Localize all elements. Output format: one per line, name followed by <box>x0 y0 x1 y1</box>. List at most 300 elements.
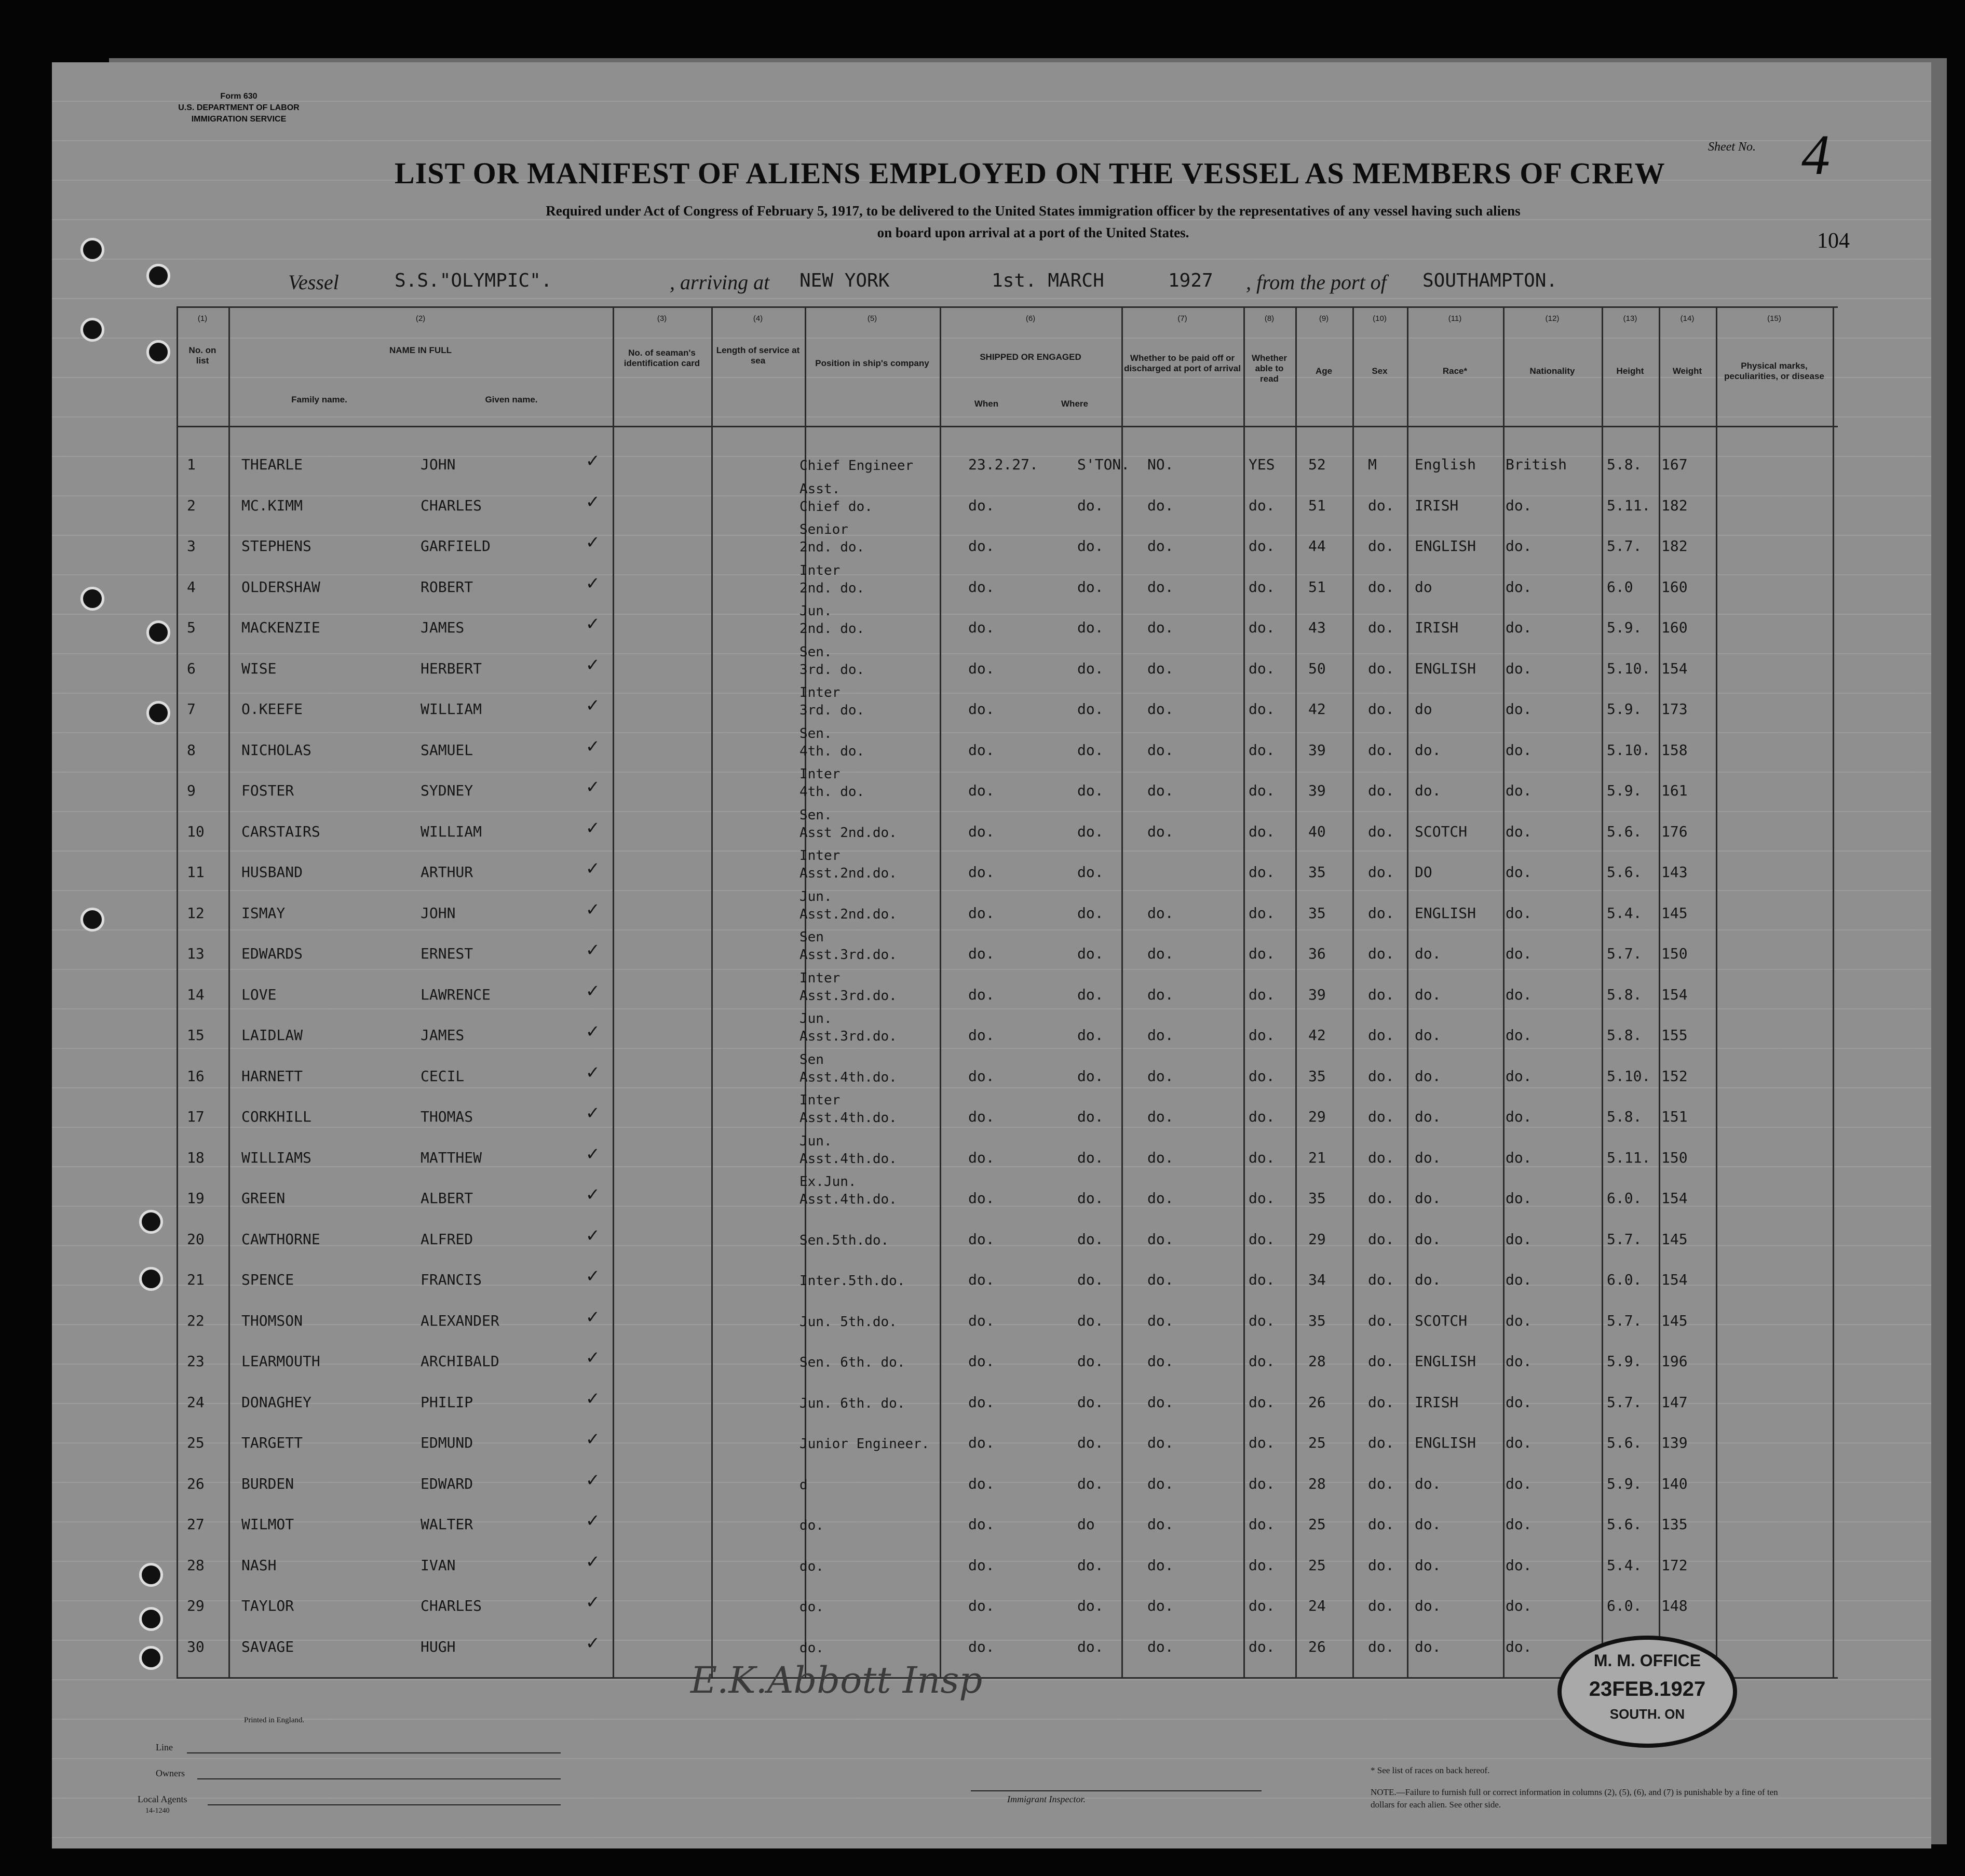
position-cell: Asst.4th.do. <box>799 1151 897 1167</box>
family-name-cell: ISMAY <box>241 904 286 922</box>
page-number: 104 <box>1817 229 1850 253</box>
paid-off-cell: do. <box>1147 1353 1174 1370</box>
col-14-header: Weight <box>1672 366 1702 376</box>
inspector-label: Immigrant Inspector. <box>1007 1794 1086 1804</box>
sex-cell: do. <box>1368 863 1394 881</box>
table-rule <box>177 306 1838 308</box>
position-prefix-cell: Jun. <box>799 888 832 905</box>
shipped-where-cell: do. <box>1077 1434 1104 1451</box>
height-cell: 5.8. <box>1607 456 1642 473</box>
shipped-when-cell: do. <box>968 1312 995 1329</box>
inspector-signature: E.K.Abbott Insp <box>690 1659 983 1702</box>
shipped-where-cell: do. <box>1077 1190 1104 1207</box>
paid-off-cell: do. <box>1147 659 1174 677</box>
able-to-read-cell: do. <box>1249 945 1275 962</box>
shipped-when-cell: do. <box>968 1353 995 1370</box>
check-mark-icon: ✓ <box>587 693 599 716</box>
position-prefix-cell: Senior <box>799 522 848 537</box>
nationality-cell: British <box>1506 456 1567 473</box>
check-mark-icon: ✓ <box>587 530 599 553</box>
family-name-cell: TAYLOR <box>241 1597 294 1614</box>
weight-cell: 145 <box>1661 904 1688 922</box>
position-prefix-cell: Sen <box>799 929 824 945</box>
given-name-cell: JAMES <box>421 619 465 636</box>
shipped-where-cell: do. <box>1077 782 1104 799</box>
paid-off-cell: do. <box>1147 1556 1174 1574</box>
page-subtitle <box>332 200 1734 244</box>
given-name-cell: JOHN <box>421 904 456 922</box>
weight-cell: 154 <box>1661 1271 1688 1288</box>
race-cell: ENGLISH <box>1415 1353 1476 1370</box>
row-number-cell: 6 <box>187 659 196 677</box>
col-rule <box>711 306 713 1677</box>
age-cell: 36 <box>1308 945 1326 962</box>
age-cell: 39 <box>1308 782 1326 799</box>
row-number-cell: 27 <box>187 1516 205 1533</box>
nationality-cell: do. <box>1506 1271 1532 1288</box>
paid-off-cell: do. <box>1147 986 1174 1003</box>
binder-hole <box>139 1210 163 1234</box>
given-name-cell: ARTHUR <box>421 863 473 881</box>
check-mark-icon: ✓ <box>587 815 599 839</box>
given-name-cell: ERNEST <box>421 945 473 962</box>
sex-cell: M <box>1368 456 1377 473</box>
sex-cell: do. <box>1368 945 1394 962</box>
nationality-cell: do. <box>1506 659 1532 677</box>
row-number-cell: 10 <box>187 822 205 840</box>
position-cell: 4th. do. <box>799 784 865 800</box>
sex-cell: do. <box>1368 1067 1394 1085</box>
race-cell: do. <box>1415 741 1441 759</box>
shipped-where-cell: do. <box>1077 863 1104 881</box>
given-name-cell: IVAN <box>421 1556 456 1574</box>
race-cell: ENGLISH <box>1415 659 1476 677</box>
position-prefix-cell: Inter <box>799 848 841 863</box>
age-cell: 40 <box>1308 822 1326 840</box>
height-cell: 5.4. <box>1607 1556 1642 1574</box>
weight-cell: 196 <box>1661 1353 1688 1370</box>
row-number-cell: 25 <box>187 1434 205 1451</box>
weight-cell: 167 <box>1661 456 1688 473</box>
able-to-read-cell: do. <box>1249 1393 1275 1411</box>
check-mark-icon: ✓ <box>587 1467 599 1491</box>
height-cell: 5.9. <box>1607 619 1642 636</box>
shipped-when-cell: do. <box>968 986 995 1003</box>
col-3-number: (3) <box>657 314 667 323</box>
height-cell: 5.7. <box>1607 1393 1642 1411</box>
paid-off-cell: do. <box>1147 1067 1174 1085</box>
check-mark-icon: ✓ <box>587 612 599 635</box>
position-prefix-cell: Ex.Jun. <box>799 1174 857 1190</box>
row-number-cell: 4 <box>187 578 196 596</box>
nationality-cell: do. <box>1506 619 1532 636</box>
family-name-cell: HARNETT <box>241 1067 303 1085</box>
given-name-cell: LAWRENCE <box>421 986 491 1003</box>
sex-cell: do. <box>1368 1475 1394 1492</box>
able-to-read-cell: do. <box>1249 741 1275 759</box>
nationality-cell: do. <box>1506 986 1532 1003</box>
check-mark-icon: ✓ <box>587 1549 599 1572</box>
height-cell: 5.8. <box>1607 1108 1642 1125</box>
nationality-cell: do. <box>1506 945 1532 962</box>
able-to-read-cell: do. <box>1249 904 1275 922</box>
height-cell: 5.9. <box>1607 1475 1642 1492</box>
binder-hole <box>146 264 170 288</box>
given-name-cell: CHARLES <box>421 1597 482 1614</box>
col-1-header: No. on list <box>188 345 216 366</box>
position-cell: Asst 2nd.do. <box>799 825 897 841</box>
age-cell: 25 <box>1308 1516 1326 1533</box>
col-9-header: Age <box>1315 366 1333 376</box>
given-name-cell: ALEXANDER <box>421 1312 499 1329</box>
position-cell: do. <box>799 1558 824 1574</box>
race-cell: IRISH <box>1415 496 1459 514</box>
sex-cell: do. <box>1368 619 1394 636</box>
position-cell: Chief do. <box>799 498 873 515</box>
race-cell: do. <box>1415 1556 1441 1574</box>
given-name-cell: EDWARD <box>421 1475 473 1492</box>
age-cell: 50 <box>1308 659 1326 677</box>
age-cell: 26 <box>1308 1638 1326 1655</box>
paid-off-cell: do. <box>1147 822 1174 840</box>
height-cell: 5.6. <box>1607 1516 1642 1533</box>
given-name-cell: ALFRED <box>421 1230 473 1248</box>
sheet-label: Sheet No. <box>1708 140 1756 154</box>
sex-cell: do. <box>1368 1271 1394 1288</box>
check-mark-icon: ✓ <box>587 1386 599 1409</box>
check-mark-icon: ✓ <box>587 734 599 757</box>
position-prefix-cell: Jun. <box>799 1011 832 1027</box>
age-cell: 44 <box>1308 537 1326 555</box>
position-cell: Asst.4th.do. <box>799 1069 897 1085</box>
given-name-cell: HUGH <box>421 1638 456 1655</box>
row-number-cell: 21 <box>187 1271 205 1288</box>
shipped-where-cell: do. <box>1077 659 1104 677</box>
weight-cell: 154 <box>1661 986 1688 1003</box>
age-cell: 29 <box>1308 1230 1326 1248</box>
shipped-where-cell: do. <box>1077 1067 1104 1085</box>
position-prefix-cell: Inter <box>799 970 841 986</box>
paid-off-cell: do. <box>1147 904 1174 922</box>
height-cell: 5.8. <box>1607 1027 1642 1044</box>
height-cell: 5.4. <box>1607 904 1642 922</box>
height-cell: 5.8. <box>1607 986 1642 1003</box>
shipped-when-cell: 23.2.27. <box>968 456 1038 473</box>
able-to-read-cell: do. <box>1249 1271 1275 1288</box>
height-cell: 5.10. <box>1607 659 1651 677</box>
paid-off-cell: do. <box>1147 537 1174 555</box>
form-code: 14-1240 <box>145 1807 170 1815</box>
position-prefix-cell: Sen <box>799 1051 824 1068</box>
given-name-cell: CHARLES <box>421 496 482 514</box>
row-number-cell: 16 <box>187 1067 205 1085</box>
shipped-where-cell: do <box>1077 1516 1095 1533</box>
position-prefix-cell: Asst. <box>799 481 841 497</box>
col-2-header: NAME IN FULL <box>389 345 452 355</box>
col-6b-header: Where <box>1061 399 1088 409</box>
shipped-when-cell: do. <box>968 1393 995 1411</box>
binder-hole <box>80 238 104 262</box>
shipped-where-cell: S'TON. <box>1077 456 1130 473</box>
paid-off-cell: do. <box>1147 1475 1174 1492</box>
printed-note: Printed in England. <box>244 1716 305 1724</box>
shipped-when-cell: do. <box>968 1271 995 1288</box>
nationality-cell: do. <box>1506 904 1532 922</box>
able-to-read-cell: do. <box>1249 1475 1275 1492</box>
age-cell: 28 <box>1308 1353 1326 1370</box>
able-to-read-cell: do. <box>1249 1190 1275 1207</box>
binder-hole <box>146 701 170 725</box>
able-to-read-cell: do. <box>1249 1067 1275 1085</box>
shipped-where-cell: do. <box>1077 619 1104 636</box>
given-name-cell: WILLIAM <box>421 822 482 840</box>
paid-off-cell: do. <box>1147 1149 1174 1166</box>
check-mark-icon: ✓ <box>587 1630 599 1654</box>
nationality-cell: do. <box>1506 1027 1532 1044</box>
able-to-read-cell: do. <box>1249 496 1275 514</box>
given-name-cell: ARCHIBALD <box>421 1353 499 1370</box>
age-cell: 25 <box>1308 1556 1326 1574</box>
row-number-cell: 7 <box>187 700 196 718</box>
weight-cell: 145 <box>1661 1312 1688 1329</box>
col-7-header: Whether to be paid off or discharged at port of arrival <box>1124 353 1241 373</box>
age-cell: 42 <box>1308 1027 1326 1044</box>
weight-cell: 135 <box>1661 1516 1688 1533</box>
able-to-read-cell: do. <box>1249 782 1275 799</box>
binder-hole <box>80 318 104 342</box>
col-7-number: (7) <box>1177 314 1187 323</box>
row-number-cell: 5 <box>187 619 196 636</box>
weight-cell: 145 <box>1661 1230 1688 1248</box>
shipped-when-cell: do. <box>968 1597 995 1614</box>
check-mark-icon: ✓ <box>587 1264 599 1287</box>
arrival-year: 1927 <box>1168 270 1213 291</box>
nationality-cell: do. <box>1506 782 1532 799</box>
row-number-cell: 3 <box>187 537 196 555</box>
position-cell: Asst.3rd.do. <box>799 947 897 963</box>
nationality-cell: do. <box>1506 1190 1532 1207</box>
sheet-number: 4 <box>1801 123 1830 186</box>
age-cell: 35 <box>1308 1067 1326 1085</box>
paid-off-cell: do. <box>1147 1516 1174 1533</box>
position-cell: do. <box>799 1599 824 1615</box>
nationality-cell: do. <box>1506 496 1532 514</box>
nationality-cell: do. <box>1506 1393 1532 1411</box>
height-cell: 5.9. <box>1607 700 1642 718</box>
family-name-cell: FOSTER <box>241 782 294 799</box>
race-cell: do. <box>1415 1149 1441 1166</box>
shipped-when-cell: do. <box>968 904 995 922</box>
position-cell: Jun. 5th.do. <box>799 1314 897 1330</box>
weight-cell: 182 <box>1661 496 1688 514</box>
col-rule <box>1407 306 1408 1677</box>
row-number-cell: 28 <box>187 1556 205 1574</box>
able-to-read-cell: do. <box>1249 1108 1275 1125</box>
height-cell: 6.0. <box>1607 1597 1642 1614</box>
nationality-cell: do. <box>1506 1149 1532 1166</box>
height-cell: 5.11. <box>1607 496 1651 514</box>
weight-cell: 152 <box>1661 1067 1688 1085</box>
sex-cell: do. <box>1368 1434 1394 1451</box>
race-cell: DO <box>1415 863 1432 881</box>
nationality-cell: do. <box>1506 1638 1532 1655</box>
paid-off-cell: do. <box>1147 1434 1174 1451</box>
col-3-header: No. of seaman's identification card <box>624 348 700 368</box>
given-name-cell: PHILIP <box>421 1393 473 1411</box>
age-cell: 39 <box>1308 741 1326 759</box>
paid-off-cell: do. <box>1147 945 1174 962</box>
check-mark-icon: ✓ <box>587 1060 599 1083</box>
binder-hole <box>80 908 104 932</box>
position-cell: 4th. do. <box>799 743 865 759</box>
row-number-cell: 15 <box>187 1027 205 1044</box>
arriving-label: , arriving at <box>670 271 770 294</box>
col-15-number: (15) <box>1767 314 1781 323</box>
check-mark-icon: ✓ <box>587 1427 599 1450</box>
able-to-read-cell: do. <box>1249 1312 1275 1329</box>
row-number-cell: 24 <box>187 1393 205 1411</box>
col-12-number: (12) <box>1545 314 1560 323</box>
given-name-cell: WALTER <box>421 1516 473 1533</box>
sex-cell: do. <box>1368 741 1394 759</box>
shipped-where-cell: do. <box>1077 1108 1104 1125</box>
race-cell: do. <box>1415 1638 1441 1655</box>
col-rule <box>177 306 178 1677</box>
shipped-where-cell: do. <box>1077 1638 1104 1655</box>
shipped-when-cell: do. <box>968 1230 995 1248</box>
check-mark-icon: ✓ <box>587 1223 599 1246</box>
sex-cell: do. <box>1368 1597 1394 1614</box>
sex-cell: do. <box>1368 1312 1394 1329</box>
family-name-cell: LEARMOUTH <box>241 1353 320 1370</box>
age-cell: 39 <box>1308 986 1326 1003</box>
height-cell: 5.6. <box>1607 1434 1642 1451</box>
col-12-header: Nationality <box>1529 366 1575 376</box>
race-cell: do. <box>1415 1475 1441 1492</box>
height-cell: 5.10. <box>1607 1067 1651 1085</box>
vessel-name: S.S."OLYMPIC". <box>395 270 552 291</box>
given-name-cell: THOMAS <box>421 1108 473 1125</box>
able-to-read-cell: do. <box>1249 1230 1275 1248</box>
race-cell: ENGLISH <box>1415 904 1476 922</box>
owners-field <box>197 1778 561 1779</box>
height-cell: 6.0 <box>1607 578 1633 596</box>
weight-cell: 176 <box>1661 822 1688 840</box>
check-mark-icon: ✓ <box>587 449 599 471</box>
from-label: , from the port of <box>1246 271 1387 294</box>
family-name-cell: BURDEN <box>241 1475 294 1492</box>
col-4-number: (4) <box>753 314 763 323</box>
check-mark-icon: ✓ <box>587 1345 599 1368</box>
paid-off-cell: do. <box>1147 1271 1174 1288</box>
able-to-read-cell: do. <box>1249 1597 1275 1614</box>
able-to-read-cell: do. <box>1249 1556 1275 1574</box>
position-prefix-cell: Jun. <box>799 603 832 619</box>
height-cell: 5.7. <box>1607 945 1642 962</box>
position-cell: 2nd. do. <box>799 580 865 596</box>
height-cell: 5.10. <box>1607 741 1651 759</box>
age-cell: 29 <box>1308 1108 1326 1125</box>
races-note: * See list of races on back hereof. <box>1371 1765 1490 1775</box>
paid-off-cell: do. <box>1147 619 1174 636</box>
weight-cell: 182 <box>1661 537 1688 555</box>
col-10-number: (10) <box>1373 314 1387 323</box>
able-to-read-cell: do. <box>1249 822 1275 840</box>
position-cell: 3rd. do. <box>799 703 865 718</box>
position-prefix-cell: Jun. <box>799 1133 832 1149</box>
age-cell: 21 <box>1308 1149 1326 1166</box>
sex-cell: do. <box>1368 1108 1394 1125</box>
row-number-cell: 30 <box>187 1638 205 1655</box>
binder-hole <box>139 1563 163 1587</box>
shipped-where-cell: do. <box>1077 822 1104 840</box>
col-rule <box>1602 306 1603 1677</box>
position-cell: 2nd. do. <box>799 621 865 637</box>
shipped-where-cell: do. <box>1077 1027 1104 1044</box>
row-number-cell: 1 <box>187 456 196 473</box>
shipped-when-cell: do. <box>968 1027 995 1044</box>
shipped-when-cell: do. <box>968 700 995 718</box>
fine-note: NOTE.—Failure to furnish full or correct information in columns (2), (5), (6), and (7) is punishable by a fine of ten dollars for each alien. See other side. <box>1371 1787 1778 1810</box>
check-mark-icon: ✓ <box>587 897 599 920</box>
sex-cell: do. <box>1368 782 1394 799</box>
col-2b-header: Given name. <box>485 395 538 404</box>
paid-off-cell: do. <box>1147 1597 1174 1614</box>
shipped-when-cell: do. <box>968 1475 995 1492</box>
nationality-cell: do. <box>1506 863 1532 881</box>
col-13-number: (13) <box>1623 314 1637 323</box>
position-cell: do. <box>799 1640 824 1656</box>
row-number-cell: 14 <box>187 986 205 1003</box>
family-name-cell: GREEN <box>241 1190 286 1207</box>
height-cell: 5.6. <box>1607 863 1642 881</box>
shipped-when-cell: do. <box>968 619 995 636</box>
given-name-cell: CECIL <box>421 1067 465 1085</box>
weight-cell: 140 <box>1661 1475 1688 1492</box>
race-cell: do <box>1415 578 1432 596</box>
binder-hole <box>139 1607 163 1631</box>
height-cell: 6.0. <box>1607 1190 1642 1207</box>
shipped-where-cell: do. <box>1077 904 1104 922</box>
sex-cell: do. <box>1368 659 1394 677</box>
shipped-where-cell: do. <box>1077 1312 1104 1329</box>
race-cell: ENGLISH <box>1415 537 1476 555</box>
line-label: Line <box>156 1742 173 1752</box>
height-cell: 5.11. <box>1607 1149 1651 1166</box>
shipped-when-cell: do. <box>968 578 995 596</box>
position-cell: Junior Engineer. <box>799 1436 930 1452</box>
position-prefix-cell: Sen. <box>799 807 832 823</box>
sex-cell: do. <box>1368 1353 1394 1370</box>
line-field <box>187 1752 561 1753</box>
given-name-cell: GARFIELD <box>421 537 491 555</box>
family-name-cell: OLDERSHAW <box>241 578 320 596</box>
paid-off-cell: do. <box>1147 1027 1174 1044</box>
paid-off-cell: do. <box>1147 1638 1174 1655</box>
age-cell: 35 <box>1308 1312 1326 1329</box>
race-cell: do. <box>1415 1516 1441 1533</box>
col-15-header: Physical marks, peculiarities, or disease <box>1724 361 1824 381</box>
shipped-when-cell: do. <box>968 537 995 555</box>
nationality-cell: do. <box>1506 1108 1532 1125</box>
age-cell: 35 <box>1308 904 1326 922</box>
height-cell: 5.9. <box>1607 1353 1642 1370</box>
family-name-cell: STEPHENS <box>241 537 311 555</box>
sex-cell: do. <box>1368 700 1394 718</box>
paid-off-cell: do. <box>1147 700 1174 718</box>
check-mark-icon: ✓ <box>587 489 599 512</box>
weight-cell: 143 <box>1661 863 1688 881</box>
